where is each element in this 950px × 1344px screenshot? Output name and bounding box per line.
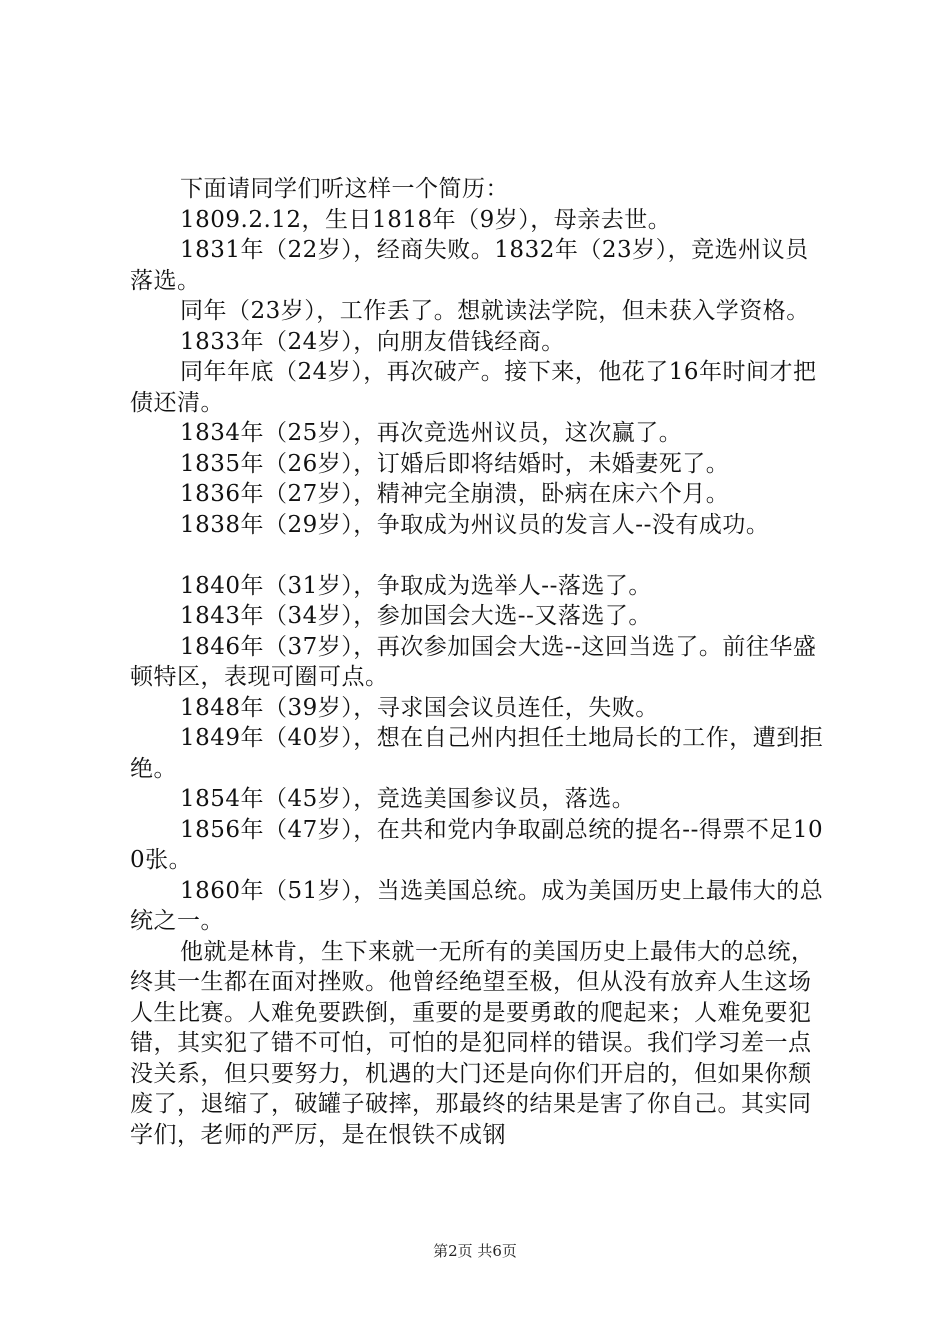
paragraph-1836: 1836年（27岁），精神完全崩溃，卧病在床六个月。 (180, 481, 730, 507)
paragraph-1834: 1834年（25岁），再次竞选州议员，这次赢了。 (180, 420, 683, 446)
paragraph-1849: 1849年（40岁），想在自己州内担任土地局长的工作，遭到拒绝。 (130, 725, 824, 782)
paragraph-1831: 1831年（22岁），经商失败。1832年（23岁），竞选州议员落选。 (130, 237, 809, 294)
paragraph-1832-same-year: 同年（23岁），工作丢了。想就读法学院，但未获入学资格。 (180, 298, 810, 324)
paragraph-1833: 1833年（24岁），向朋友借钱经商。 (180, 328, 565, 355)
paragraph-1860: 1860年（51岁），当选美国总统。成为美国历史上最伟大的总统之一。 (130, 877, 824, 934)
document-body (130, 174, 830, 1150)
paragraph-intro: 下面请同学们听这样一个简历： (180, 176, 509, 202)
paragraph-1848: 1848年（39岁），寻求国会议员连任，失败。 (180, 694, 659, 721)
paragraph-1846: 1846年（37岁），再次参加国会大选--这回当选了。前往华盛顿特区，表现可圈可点。 (130, 633, 817, 690)
paragraph-lincoln-conclusion: 他就是林肯，生下来就一无所有的美国历史上最伟大的总统，终其一生都在面对挫败。他曾经绝望至极，但从没有放弃人生这场人生比赛。人难免要跌倒，重要的是要勇敢的爬起来；人难免要犯错，其实犯了错不可怕，可怕的是犯同样的错误。我们学习差一点没关系，但只要努力，机遇的大门还是向你们开启的，但如果你颓废了，退缩了，破罐子破摔，那最终的结果是害了你自己。其实同学们，老师的严厉，是在恨铁不成钢 (130, 938, 815, 1148)
paragraph-1838: 1838年（29岁），争取成为州议员的发言人--没有成功。 (180, 511, 770, 538)
paragraph-1843: 1843年（34岁），参加国会大选--又落选了。 (180, 603, 652, 629)
blank-line (130, 540, 830, 571)
paragraph-1856: 1856年（47岁），在共和党内争取副总统的提名--得票不足100张。 (130, 816, 824, 873)
paragraph-1809: 1809.2.12，生日1818年（9岁），母亲去世。 (180, 206, 672, 233)
page-footer: 第2页 共6页 (433, 1242, 517, 1260)
paragraph-1854: 1854年（45岁），竞选美国参议员，落选。 (180, 786, 636, 812)
paragraph-1835: 1835年（26岁），订婚后即将结婚时，未婚妻死了。 (180, 450, 730, 477)
paragraph-1840: 1840年（31岁），争取成为选举人--落选了。 (180, 572, 652, 599)
paragraph-1833-year-end: 同年年底（24岁），再次破产。接下来，他花了16年时间才把债还清。 (130, 359, 817, 416)
